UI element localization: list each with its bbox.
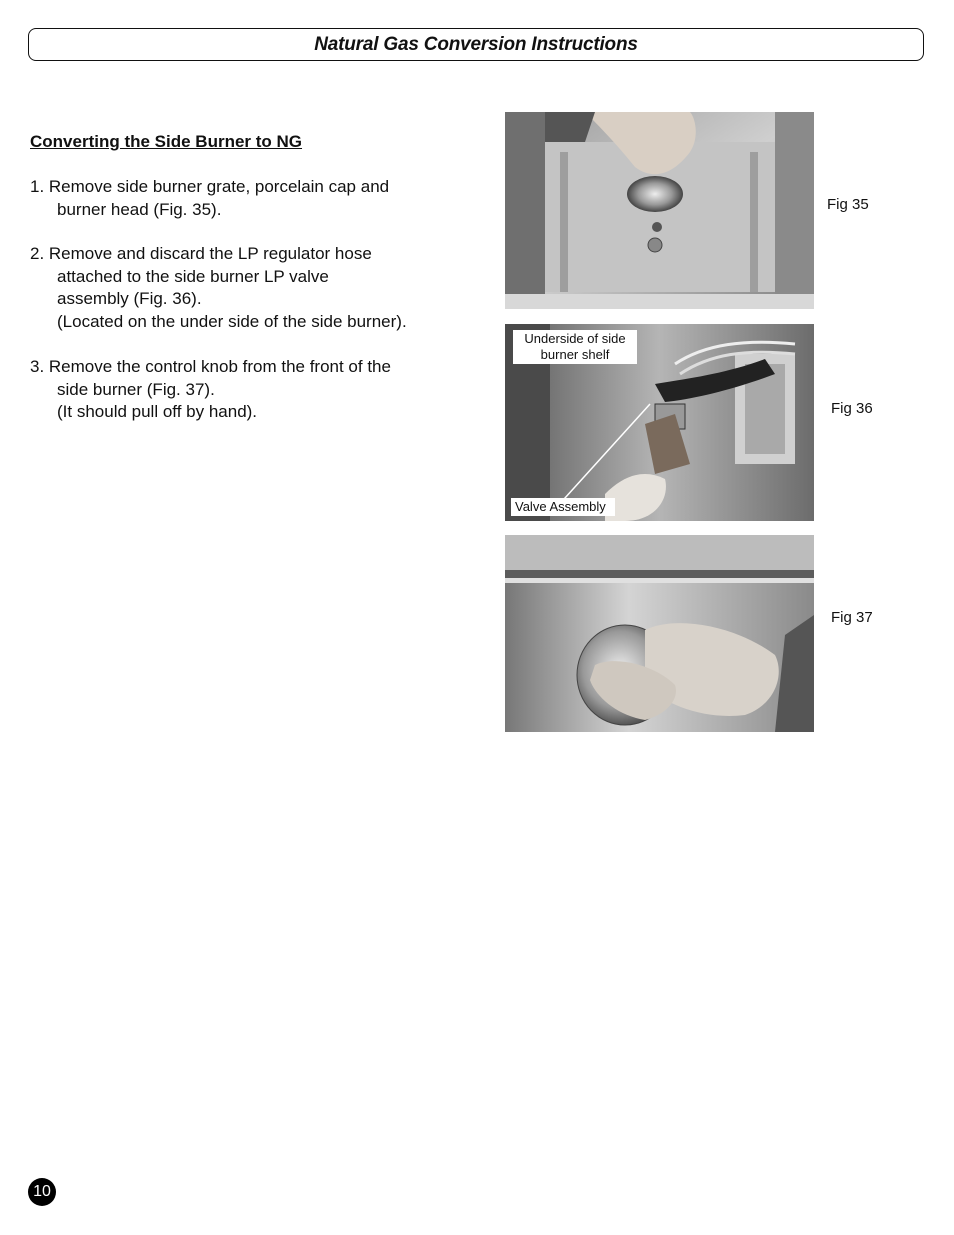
step-3 [30,356,470,424]
section-heading: Converting the Side Burner to NG [30,132,303,151]
step-1-line-1: 1. Remove side burner grate, porcelain cap and [30,177,390,196]
page-title: Natural Gas Conversion Instructions [314,33,638,55]
step-2-line-2: attached to the side burner LP valve [57,266,329,286]
step-1 [30,176,470,221]
step-2-line-1: 2. Remove and discard the LP regulator hose [30,244,372,263]
fig-35-label: Fig 35 [827,196,869,213]
step-1-line-2: burner head (Fig. 35). [57,199,222,219]
step-3-line-1: 3. Remove the control knob from the front of the [30,357,391,376]
step-3-line-2: side burner (Fig. 37). [57,379,215,399]
fig-36-label: Fig 36 [831,400,873,417]
fig-35-photo [505,112,814,309]
callout-valve-assembly: Valve Assembly [511,498,615,516]
page-number: 10 [28,1178,56,1206]
step-2-line-4: (Located on the under side of the side burner). [57,311,407,331]
step-3-line-3: (It should pull off by hand). [57,402,258,421]
step-2 [30,243,470,333]
fig-37-label: Fig 37 [831,609,873,626]
callout-underside-shelf: Underside of side burner shelf [513,330,637,364]
fig-37-photo [505,535,814,732]
step-2-line-3: assembly (Fig. 36). [57,289,202,308]
header-box [28,28,924,61]
